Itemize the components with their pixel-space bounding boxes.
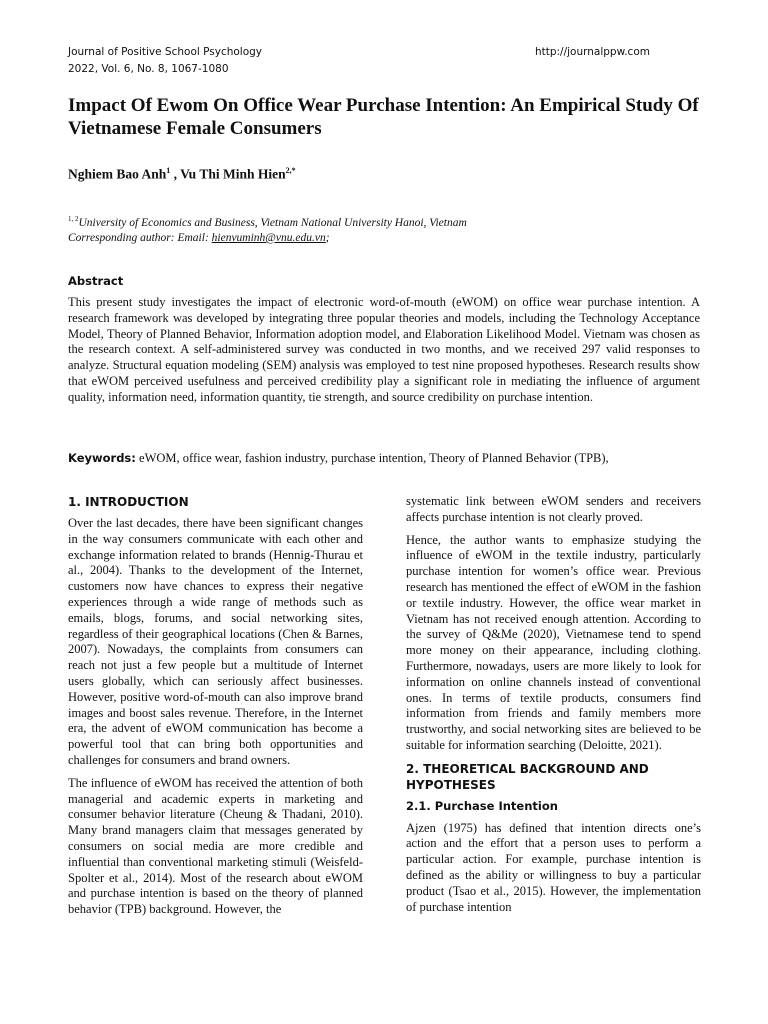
affiliation-block <box>68 212 708 246</box>
paragraph: Hence, the author wants to emphasize studying the influence of eWOM in the textile industry, particularly purchase intention for women’s office wear. Previous research has mentioned the effect of eWOM in the fashion or textile industry. However, the office wear market in Vietnam has not received enough attention. According to the survey of Q&Me (2020), Vietnamese tend to spend more money on their appearance, including clothing. Furthermore, nowadays, users are more likely to look for information on online channels instead of conventional ones. In terms of textile products, consumers find information from friends and family members more trustworthy, and social networking sites are believed to be suitable for information searching (Deloitte, 2021). <box>406 532 701 752</box>
abstract-heading: Abstract <box>68 274 124 288</box>
author-line <box>68 166 296 183</box>
affiliation-sup: 1, 2 <box>68 215 79 223</box>
journal-header <box>68 44 262 78</box>
journal-name: Journal of Positive School Psychology <box>68 46 263 58</box>
author-1-sup: 1 <box>166 166 171 175</box>
paragraph: systematic link between eWOM senders and receivers affects purchase intention is not clearly proved. <box>406 494 701 524</box>
corresponding-prefix: Corresponding author: Email: <box>68 231 212 244</box>
email-suffix: ; <box>325 231 330 244</box>
subsection-heading-purchase-intention: 2.1. Purchase Intention <box>406 798 558 813</box>
keywords-text: eWOM, office wear, fashion industry, purchase intention, Theory of Planned Behavior (TPB), <box>135 451 609 465</box>
affiliation <box>68 212 708 231</box>
journal-issue: 2022, Vol. 6, No. 8, 1067-1080 <box>68 63 229 75</box>
author-1: Nghiem Bao Anh <box>68 166 167 182</box>
paragraph: Over the last decades, there have been significant changes in the way consumers communicate with each other and exchange information related to brands (Hennig-Thurau et al., 2004). Thanks to the development of the Internet, customers now have chances to express their negative experiences through a wide range of methods such as emails, blogs, forums, and social networking sites, regardless of their geographical locations (Chen & Barnes, 2007). Nowadays, the complaints from consumers can reach not just a few people but a multitude of Internet users globally, which can seriously affect businesses. However, positive word-of-mouth can also improve brand images and boost sales revenue. Therefore, in the Internet era, the advent of eWOM communication has become a powerful tool that can bring both opportunities and challenges for consumers and brand owners. <box>68 516 363 767</box>
author-separator: , <box>170 166 181 182</box>
section-heading-theory: 2. THEORETICAL BACKGROUND AND HYPOTHESES <box>406 761 649 792</box>
author-2-sup: 2,* <box>285 166 296 175</box>
section-heading-introduction: 1. INTRODUCTION <box>68 495 189 509</box>
abstract-text: This present study investigates the impact of electronic word-of-mouth (eWOM) on office wear purchase intention. A research framework was developed by integrating three popular theories and models, including the Technology Acceptance Model, Theory of Planned Behavior, Information adoption model, and Elaboration Likelihood Model. Vietnam was chosen as the research context. A self-administered survey was conducted in two months, and we received 297 valid responses to analyze. Structural equation modeling (SEM) analysis was employed to test nine proposed hypotheses. Research results show that eWOM perceived usefulness and perceived credibility play a significant role in mediating the influence of argument quality, information need, information quantity, tie strength, and source credibility on purchase intention. <box>68 295 700 404</box>
affiliation-text: University of Economics and Business, Vietnam National University Hanoi, Vietnam <box>78 216 467 229</box>
corresponding-author <box>68 231 708 246</box>
keywords-label: Keywords: <box>68 451 136 465</box>
author-2: Vu Thi Minh Hien <box>180 166 286 182</box>
paragraph: Ajzen (1975) has defined that intention directs one’s action and the effort that a person uses to perform a particular action. For example, purchase intention is defined as the ability or willingness to buy a particular product (Tsao et al., 2015). However, the implementation of purchase intention <box>406 820 701 914</box>
keywords-line <box>68 450 708 466</box>
left-column <box>68 494 363 925</box>
paper-title: Impact Of Ewom On Office Wear Purchase Intention: An Empirical Study Of Vietnamese Female Consumers <box>68 95 699 139</box>
paragraph: The influence of eWOM has received the attention of both managerial and academic experts in marketing and consumer behavior literature (Cheung & Thadani, 2010). Many brand managers claim that messages generated by consumers on social media are more credible and influential than conventional marketing stimuli (Weisfeld-Spolter et al., 2014). Most of the research about eWOM and purchase intention is based on the theory of planned behavior (TPB) background. However, the <box>68 775 363 917</box>
journal-url[interactable]: http://journalppw.com <box>534 46 650 58</box>
email-link[interactable]: hienvuminh@vnu.edu.vn <box>211 231 326 244</box>
right-column <box>406 494 701 922</box>
